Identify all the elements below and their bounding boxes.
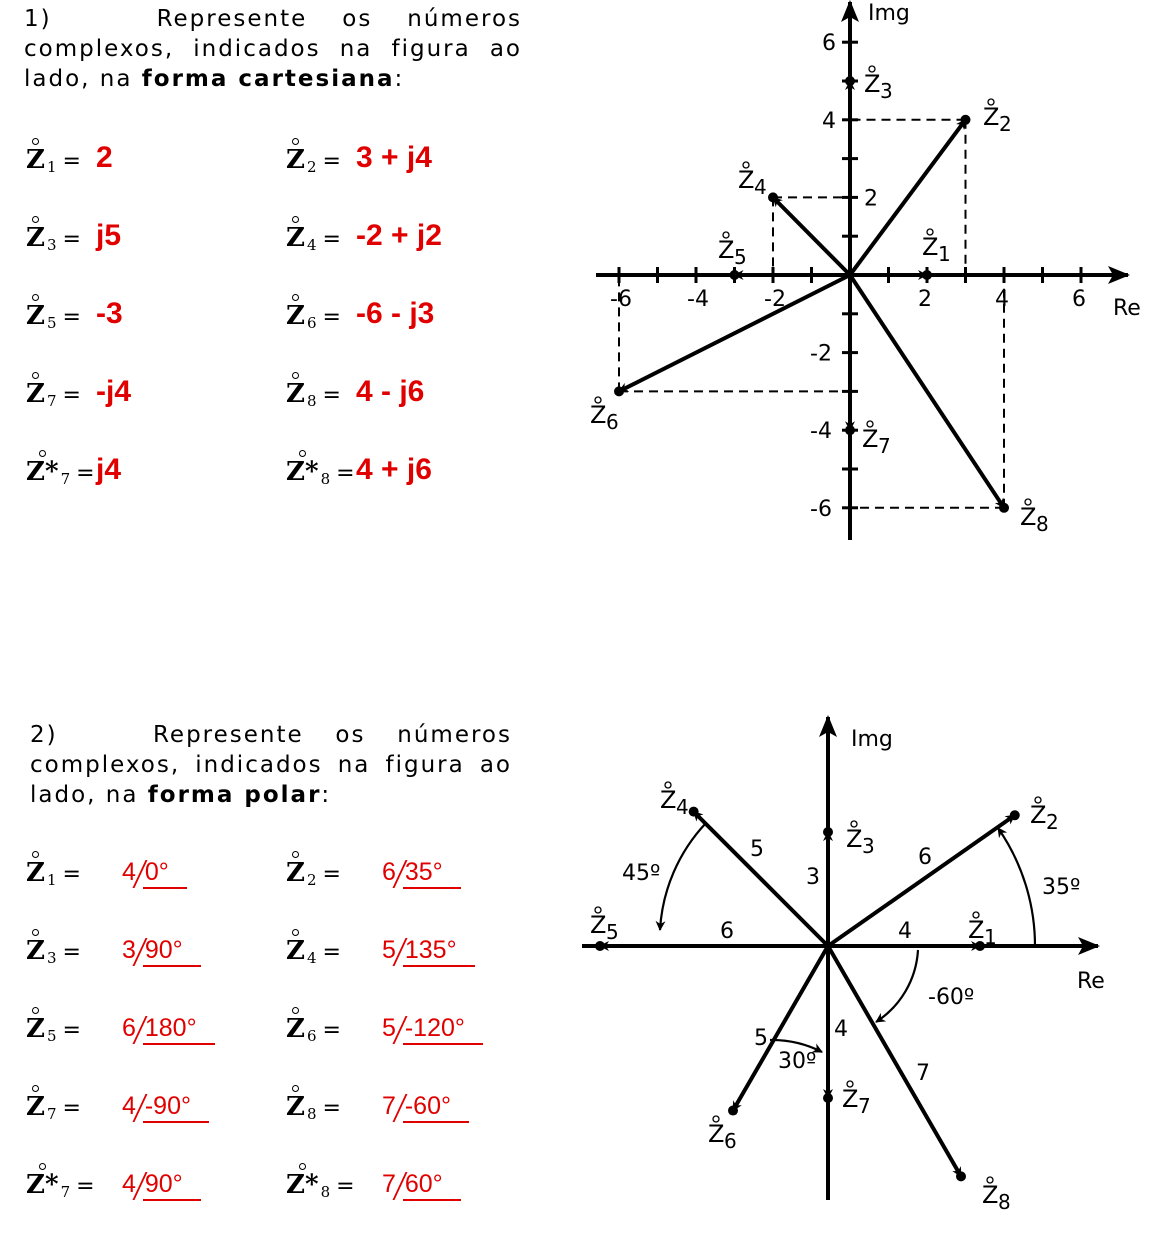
point-z8 <box>956 1171 966 1181</box>
cartesian-value: -3 <box>96 297 123 330</box>
complex-symbol: Z* 7 = <box>26 1170 95 1201</box>
label-z2-sub: 2 <box>1046 810 1059 834</box>
polar-magnitude: 6 <box>122 1014 143 1042</box>
label-z4-letter: Z <box>738 166 755 194</box>
q2-number: 2) <box>30 722 58 748</box>
complex-symbol: Z 8 = <box>286 1092 341 1123</box>
polar-value <box>382 1092 469 1123</box>
angle-arc-45 <box>660 823 706 930</box>
complex-symbol: Z 7 = <box>26 1092 81 1123</box>
label-z3-letter: Z <box>864 70 881 98</box>
polar-angle: 35° <box>403 858 461 889</box>
label-z5 <box>590 907 619 944</box>
label-z2 <box>1030 797 1059 834</box>
complex-symbol: Z* 8 = <box>286 1170 355 1201</box>
point-z2 <box>961 115 971 125</box>
label-z5-sub: 5 <box>606 920 619 944</box>
complex-symbol: Z 3 = <box>26 936 81 967</box>
complex-symbol: Z 5 = <box>26 1014 81 1045</box>
label-z6-letter: Z <box>590 401 607 429</box>
q2-prompt-text: Represente os números complexos, indicados na figura ao lado, na <box>30 722 512 808</box>
label-z6-sub: 6 <box>724 1129 737 1153</box>
label-z6-sub: 6 <box>606 410 619 434</box>
polar-value <box>382 1014 483 1045</box>
label-z7-sub: 7 <box>878 434 891 458</box>
polar-value <box>122 1092 209 1123</box>
magnitude-label-z6: 5 <box>754 1026 768 1051</box>
label-z1-sub: 1 <box>984 925 997 949</box>
label-z3-letter: Z <box>846 825 863 853</box>
magnitude-label-z1: 4 <box>898 919 912 944</box>
y-tick-label: 6 <box>822 31 836 57</box>
point-z4 <box>768 192 778 202</box>
polar-magnitude: 6 <box>382 858 403 886</box>
label-z8-sub: 8 <box>1036 512 1049 536</box>
label-z6-letter: Z <box>708 1120 725 1148</box>
label-z6 <box>708 1116 737 1153</box>
point-z8 <box>999 503 1009 513</box>
polar-angle: 90° <box>143 936 201 967</box>
polar-value <box>122 936 201 967</box>
polar-diagram <box>570 710 1130 1230</box>
imag-axis-label: Img <box>868 1 910 26</box>
complex-symbol: Z 7 = <box>26 379 81 410</box>
point-z3 <box>823 827 833 837</box>
cartesian-value: 2 <box>96 141 113 174</box>
angle-label: -60º <box>928 985 975 1010</box>
q1-prompt <box>24 4 522 94</box>
imag-axis-label: Img <box>851 727 893 752</box>
magnitude-label-z5: 6 <box>720 919 734 944</box>
polar-angle: -120° <box>403 1014 483 1045</box>
complex-symbol: Z 1 = <box>26 858 81 889</box>
point-z7 <box>845 425 855 435</box>
complex-symbol: Z 2 = <box>286 858 341 889</box>
complex-symbol: Z 3 = <box>26 223 81 254</box>
point-z3 <box>845 76 855 86</box>
label-z3-sub: 3 <box>880 79 893 103</box>
x-tick-label: -6 <box>610 287 632 312</box>
point-z2 <box>1010 810 1020 820</box>
q2-prompt <box>30 720 512 810</box>
polar-magnitude: 5 <box>382 936 403 964</box>
real-axis-label: Re <box>1113 296 1141 321</box>
angle-label: 30º <box>778 1049 817 1074</box>
label-z4 <box>660 782 689 819</box>
complex-symbol: Z 6 = <box>286 301 341 332</box>
polar-angle: 135° <box>403 936 475 967</box>
angle-arc-neg60 <box>876 950 918 1022</box>
y-tick-label: 2 <box>864 186 878 212</box>
label-z7-letter: Z <box>862 425 879 453</box>
cartesian-value: j5 <box>96 219 122 252</box>
polar-value <box>122 1014 215 1045</box>
label-z1 <box>922 229 951 266</box>
cartesian-value: 3 + j4 <box>356 141 432 174</box>
label-z4 <box>738 162 767 199</box>
polar-magnitude: 4 <box>122 1170 143 1198</box>
label-z2 <box>983 99 1012 136</box>
vector-z8 <box>828 946 961 1176</box>
label-z8 <box>982 1177 1011 1214</box>
y-tick-label: -2 <box>810 341 832 367</box>
x-tick-label: 4 <box>995 287 1009 312</box>
polar-angle: -90° <box>143 1092 209 1123</box>
cartesian-value: -j4 <box>96 375 132 408</box>
q2-prompt-bold: forma polar <box>147 782 322 808</box>
complex-symbol: Z 6 = <box>286 1014 341 1045</box>
magnitude-label-z7: 4 <box>834 1017 848 1042</box>
polar-value <box>122 1170 201 1201</box>
label-z2-sub: 2 <box>999 112 1012 136</box>
label-z3-sub: 3 <box>862 834 875 858</box>
point-z1 <box>922 270 932 280</box>
label-z2-letter: Z <box>983 103 1000 131</box>
cartesian-value: -6 - j3 <box>356 297 435 330</box>
label-z1-letter: Z <box>922 233 939 261</box>
point-z6 <box>728 1106 738 1116</box>
polar-magnitude: 7 <box>382 1170 403 1198</box>
polar-angle: 90° <box>143 1170 201 1201</box>
label-z5-letter: Z <box>718 236 735 264</box>
complex-symbol: Z 4 = <box>286 223 341 254</box>
q2-prompt-colon: : <box>321 782 332 808</box>
label-z7 <box>862 421 891 458</box>
label-z4-sub: 4 <box>754 175 767 199</box>
x-tick-label: -2 <box>764 287 786 312</box>
magnitude-label-z3: 3 <box>806 865 820 890</box>
y-tick-label: 4 <box>822 108 836 134</box>
magnitude-label-z4: 5 <box>750 837 764 862</box>
point-z5 <box>730 270 740 280</box>
polar-value <box>382 1170 461 1201</box>
vector-z6 <box>619 275 850 391</box>
polar-value <box>382 858 461 889</box>
label-z2-letter: Z <box>1030 801 1047 829</box>
x-tick-label: 2 <box>918 287 932 312</box>
cartesian-value: 4 - j6 <box>356 375 425 408</box>
label-z5 <box>718 232 747 269</box>
vector-z4 <box>773 197 850 275</box>
point-z7 <box>823 1093 833 1103</box>
label-z8-letter: Z <box>982 1181 999 1209</box>
label-z7-sub: 7 <box>858 1094 871 1118</box>
complex-symbol: Z 8 = <box>286 379 341 410</box>
polar-value <box>382 936 475 967</box>
cartesian-value: 4 + j6 <box>356 453 432 486</box>
label-z5-sub: 5 <box>734 245 747 269</box>
label-z8-sub: 8 <box>998 1190 1011 1214</box>
magnitude-label-z2: 6 <box>918 845 932 870</box>
label-z1-letter: Z <box>968 916 985 944</box>
magnitude-label-z8: 7 <box>916 1061 930 1086</box>
label-z5-letter: Z <box>590 911 607 939</box>
polar-magnitude: 7 <box>382 1092 403 1120</box>
polar-angle: -60° <box>403 1092 469 1123</box>
x-tick-label: 6 <box>1072 287 1086 312</box>
polar-magnitude: 4 <box>122 1092 143 1120</box>
label-z6 <box>590 397 619 434</box>
point-z5 <box>595 941 605 951</box>
complex-symbol: Z* 7 = <box>26 457 95 488</box>
q1-number: 1) <box>24 6 52 32</box>
polar-angle: 60° <box>403 1170 461 1201</box>
polar-magnitude: 5 <box>382 1014 403 1042</box>
angle-arc-35 <box>998 828 1035 946</box>
label-z8 <box>1020 499 1049 536</box>
label-z7 <box>842 1081 871 1118</box>
vector-z6 <box>733 946 828 1111</box>
point-z6 <box>614 386 624 396</box>
polar-magnitude: 4 <box>122 858 143 886</box>
polar-angle: 0° <box>143 858 187 889</box>
polar-angle: 180° <box>143 1014 215 1045</box>
x-tick-label: -4 <box>687 287 709 312</box>
polar-value <box>122 858 187 889</box>
complex-symbol: Z 5 = <box>26 301 81 332</box>
label-z3 <box>864 66 893 103</box>
complex-symbol: Z 4 = <box>286 936 341 967</box>
y-tick-label: -4 <box>810 419 832 445</box>
label-z1-sub: 1 <box>938 242 951 266</box>
label-z7-letter: Z <box>842 1085 859 1113</box>
angle-label: 35º <box>1042 875 1081 900</box>
label-z4-sub: 4 <box>676 795 689 819</box>
label-z8-letter: Z <box>1020 503 1037 531</box>
cartesian-value: -2 + j2 <box>356 219 442 252</box>
complex-symbol: Z 1 = <box>26 145 81 176</box>
complex-symbol: Z 2 = <box>286 145 341 176</box>
q1-prompt-text: Represente os números complexos, indicados na figura ao lado, na <box>24 6 522 92</box>
angle-label: 45º <box>622 861 661 886</box>
label-z3 <box>846 821 875 858</box>
label-z1 <box>968 912 997 949</box>
complex-symbol: Z* 8 = <box>286 457 355 488</box>
polar-magnitude: 3 <box>122 936 143 964</box>
point-z4 <box>689 807 699 817</box>
q1-prompt-colon: : <box>394 66 405 92</box>
q1-prompt-bold: forma cartesiana <box>141 66 395 92</box>
label-z4-letter: Z <box>660 786 677 814</box>
cartesian-value: j4 <box>96 453 122 486</box>
real-axis-label: Re <box>1077 969 1105 994</box>
cartesian-diagram <box>585 0 1145 560</box>
y-tick-label: -6 <box>810 496 832 522</box>
